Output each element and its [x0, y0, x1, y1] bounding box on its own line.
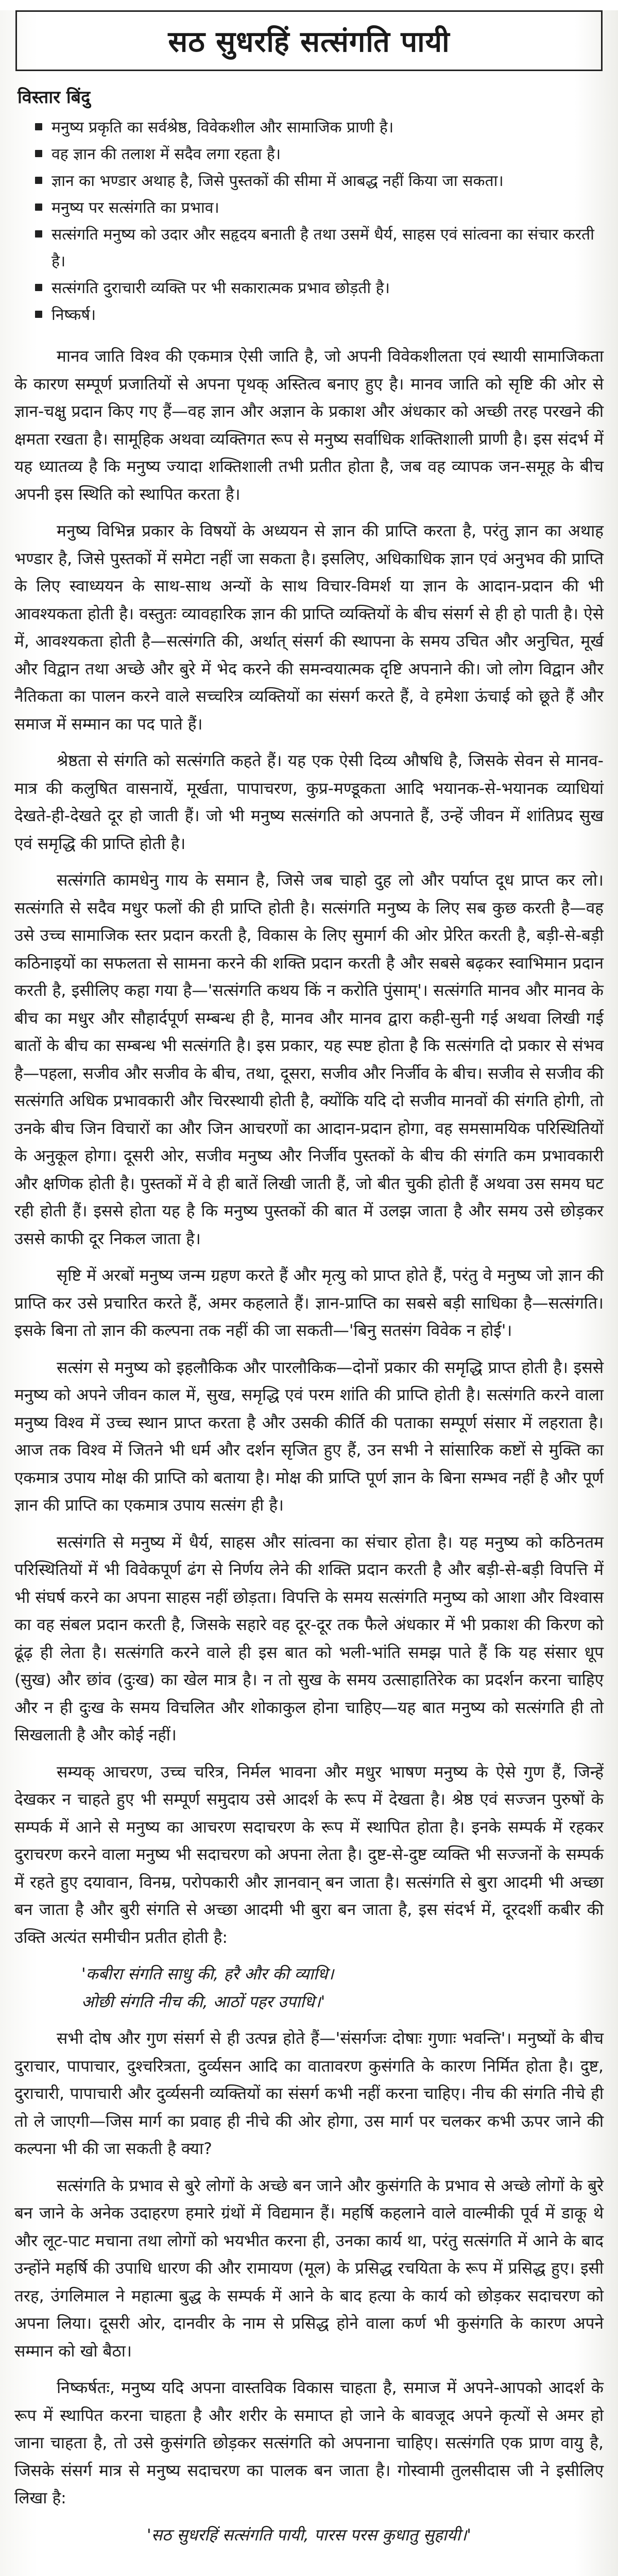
- outline-list: [18, 114, 604, 329]
- tulsidas-quote: 'सठ सुधरहिं सत्संगति पायी, पारस परस कुधातु सुहायी।': [147, 2526, 471, 2545]
- quote-line: ओछी संगति नीच की, आठों पहर उपाधि।': [81, 1992, 325, 2011]
- outline-item: सत्संगति मनुष्य को उदार और सहृदय बनाती है तथा उसमें धैर्य, साहस एवं सांत्वना का संचार करती है।: [34, 222, 604, 275]
- kabir-quote: [14, 1961, 604, 2016]
- essay-paragraph: सम्यक् आचरण, उच्च चरित्र, निर्मल भावना और मधुर भाषण मनुष्य के ऐसे गुण हैं, जिन्हें देखकर न चाहते हुए भी सम्पूर्ण समुदाय उसे आदर्श के रूप में देखता है। श्रेष्ठ एवं सज्जन पुरुषों के सम्पर्क में आने से मनुष्य का आचरण सदाचरण के रूप में स्थापित होता है। इनके सम्पर्क में रहकर दुराचरण करने वाला मनुष्य भी सदाचरण को अपना लेता है। दुष्ट-से-दुष्ट व्यक्ति भी सज्जनों के सम्पर्क में रहते हुए दयावान, विनम्र, परोपकारी और ज्ञानवान् बन जाता है। सत्संगति से बुरा आदमी भी अच्छा बन जाता है और बुरी संगति से अच्छा आदमी भी बुरा बन जाता है, इस संदर्भ में, दूरदर्शी कबीर की उक्ति अत्यंत समीचीन प्रतीत होती है:: [14, 1762, 604, 1947]
- essay-paragraph: सृष्टि में अरबों मनुष्य जन्म ग्रहण करते हैं और मृत्यु को प्राप्त होते हैं, परंतु वे मनुष्य जो ज्ञान की प्राप्ति कर उसे प्रचारित करते हैं, अमर कहलाते हैं। ज्ञान-प्राप्ति का सबसे बड़ी साधिका है—सत्संगति। इसके बिना तो ज्ञान की कल्पना तक नहीं की जा सकती—'बिनु सतसंग विवेक न होई'।: [14, 1266, 604, 1340]
- outline-item: मनुष्य पर सत्संगति का प्रभाव।: [34, 195, 604, 222]
- outline-item: निष्कर्ष।: [34, 302, 604, 329]
- page-title: सठ सुधरहिं सत्संगति पायी: [168, 25, 450, 59]
- essay-paragraph: निष्कर्षतः, मनुष्य यदि अपना वास्तविक विकास चाहता है, समाज में अपने-आपको आदर्श के रूप में स्थापित करना चाहता है और शरीर के समाप्त हो जाने के बावजूद अपने कृत्यों से अमर हो जाना चाहता है, तो उसे कुसंगति छोड़कर सत्संगति को अपनाना चाहिए। सत्संगति एक प्राण वायु है, जिसके संसर्ग मात्र से मनुष्य सदाचरण का पालक बन जाता है। गोस्वामी तुलसीदास जी ने इसीलिए लिखा है:: [14, 2379, 604, 2507]
- essay-page: [0, 10, 618, 2576]
- essay-paragraph: सत्संगति कामधेनु गाय के समान है, जिसे जब चाहो दुह लो और पर्याप्त दूध प्राप्त कर लो। सत्संगति से सदैव मधुर फलों की ही प्राप्ति होती है। सत्संगति मनुष्य के लिए सब कुछ करती है—वह उसे उच्च सामाजिक स्तर प्रदान करती है, विकास के लिए सुमार्ग की ओर प्रेरित करती है, बड़ी-से-बड़ी कठिनाइयों का सफलता से सामना करने की शक्ति प्रदान करती है और सबसे बढ़कर स्वाभिमान प्रदान करती है, इसीलिए कहा गया है—'सत्संगति कथय किं न करोति पुंसाम्'। सत्संगति मानव और मानव के बीच का मधुर और सौहार्दपूर्ण सम्बन्ध ही है, मानव और मानव द्वारा कही-सुनी गई अथवा लिखी गई बातों के बीच का सम्बन्ध भी सत्संगति है। इस प्रकार, यह स्पष्ट होता है कि सत्संगति दो प्रकार से संभव है—पहला, सजीव और सजीव के बीच, तथा, दूसरा, सजीव और निर्जीव के बीच। सजीव से सजीव की सत्संगति अधिक प्रभावकारी और चिरस्थायी होती है, क्योंकि यदि दो सजीव मानवों की संगति होगी, तो उनके बीच जिन विचारों का और जिन आचरणों का आदान-प्रदान होगा, वह समसामयिक परिस्थितियों के अनुकूल होगा। दूसरी ओर, सजीव मनुष्य और निर्जीव पुस्तकों के बीच की संगति कम प्रभावकारी और क्षणिक होती है। पुस्तकों में वे ही बातें लिखी जाती हैं, जो बीत चुकी होती हैं अथवा उस समय घट रही होती हैं। इससे होता यह है कि मनुष्य पुस्तकों की बात में उलझ जाता है और समय उसे छोड़कर उससे काफी दूर निकल जाता है।: [14, 871, 604, 1248]
- essay-paragraph: मनुष्य विभिन्न प्रकार के विषयों के अध्ययन से ज्ञान की प्राप्ति करता है, परंतु ज्ञान का अथाह भण्डार है, जिसे पुस्तकों में समेटा नहीं जा सकता है। इसलिए, अधिकाधिक ज्ञान एवं अनुभव की प्राप्ति के लिए स्वाध्ययन के साथ-साथ अन्यों के साथ विचार-विमर्श या ज्ञान के आदान-प्रदान की भी आवश्यकता होती है। वस्तुतः व्यावहारिक ज्ञान की प्राप्ति व्यक्तियों के बीच संसर्ग से ही हो पाती है। ऐसे में, आवश्यकता होती है—सत्संगति की, अर्थात् संसर्ग की स्थापना के समय उचित और अनुचित, मूर्ख और विद्वान तथा अच्छे और बुरे में भेद करने की समन्वयात्मक दृष्टि अपनाने की। जो लोग विद्वान और नैतिकता का पालन करने वाले सच्चरित्र व्यक्तियों का संसर्ग करते हैं, वे हमेशा ऊंचाई को छूते हैं और समाज में सम्मान का पद पाते हैं।: [14, 522, 604, 734]
- outline-item: वह ज्ञान की तलाश में सदैव लगा रहता है।: [34, 141, 604, 168]
- essay-paragraph: सत्संगति के प्रभाव से बुरे लोगों के अच्छे बन जाने और कुसंगति के प्रभाव से अच्छे लोगों के बुरे बन जाने के अनेक उदाहरण हमारे ग्रंथों में विद्यमान हैं। महर्षि कहलाने वाले वाल्मीकी पूर्व में डाकू थे और लूट-पाट मचाना तथा लोगों को भयभीत करना ही, उनका कार्य था, परंतु सत्संगति में आने के बाद उन्होंने महर्षि की उपाधि धारण की और रामायण (मूल) के प्रसिद्ध रचयिता के रूप में प्रसिद्ध हुए। इसी तरह, उंगलिमाल ने महात्मा बुद्ध के सम्पर्क में आने के बाद हत्या के कार्य को छोड़कर सदाचरण को अपना लिया। दूसरी ओर, दानवीर के नाम से प्रसिद्ध होने वाला कर्ण भी कुसंगति के कारण अपने सम्मान को खो बैठा।: [14, 2176, 604, 2361]
- essay-paragraph: मानव जाति विश्व की एकमात्र ऐसी जाति है, जो अपनी विवेकशीलता एवं स्थायी सामाजिकता के कारण सम्पूर्ण प्रजातियों से अपना पृथक् अस्तित्व बनाए हुए है। मानव जाति को सृष्टि की ओर से ज्ञान-चक्षु प्रदान किए गए हैं—वह ज्ञान और अज्ञान के प्रकाश और अंधकार को अच्छी तरह परखने की क्षमता रखता है। सामूहिक अथवा व्यक्तिगत रूप से मनुष्य सर्वाधिक शक्तिशाली प्राणी है। इस संदर्भ में यह ध्यातव्य है कि मनुष्य ज्यादा शक्तिशाली तभी प्रतीत होता है, जब वह व्यापक जन-समूह के बीच अपनी इस स्थिति को स्थापित करता है।: [14, 347, 604, 504]
- quote-line: 'कबीरा संगति साधु की, हरै और की व्याधि।: [81, 1965, 334, 1984]
- essay-paragraph: सभी दोष और गुण संसर्ग से ही उत्पन्न होते हैं—'संसर्गजः दोषाः गुणाः भवन्ति'। मनुष्यों के बीच दुराचार, पापाचार, दुश्चरित्रता, दुर्व्यसन आदि का वातावरण कुसंगति के कारण निर्मित होता है। दुष्ट, दुराचारी, पापाचारी और दुर्व्यसनी व्यक्तियों का संसर्ग कभी नहीं करना चाहिए। नीच की संगति नीचे ही तो ले जाएगी—जिस मार्ग का प्रवाह ही नीचे की ओर होगा, उस मार्ग पर चलकर कभी ऊपर जाने की कल्पना भी की जा सकती है क्या?: [14, 2029, 604, 2158]
- essay-paragraph: सत्संगति से मनुष्य में धैर्य, साहस और सांत्वना का संचार होता है। यह मनुष्य को कठिनतम परिस्थितियों में भी विवेकपूर्ण ढंग से निर्णय लेने की शक्ति प्रदान करती है और बड़ी-से-बड़ी विपत्ति में भी संघर्ष करने का अपना साहस नहीं छोड़ता। विपत्ति के समय सत्संगति मनुष्य को आशा और विश्वास का वह संबल प्रदान करती है, जिसके सहारे वह दूर-दूर तक फैले अंधकार में भी प्रकाश की किरण को ढूंढ़ ही लेता है। सत्संगति करने वाले ही इस बात को भली-भांति समझ पाते हैं कि यह संसार धूप (सुख) और छांव (दुःख) का खेल मात्र है। न तो सुख के समय उत्साहातिरेक का प्रदर्शन करना चाहिए और न ही दुःख के समय विचलित और शोकाकुल होना चाहिए—यह बात मनुष्य को सत्संगति ही तो सिखलाती है और कोई नहीं।: [14, 1533, 604, 1744]
- outline-item: सत्संगति दुराचारी व्यक्ति पर भी सकारात्मक प्रभाव छोड़ती है।: [34, 275, 604, 302]
- essay-paragraph: सत्संग से मनुष्य को इहलौकिक और पारलौकिक—दोनों प्रकार की समृद्धि प्राप्त होती है। इससे मनुष्य को अपने जीवन काल में, सुख, समृद्धि एवं परम शांति की प्राप्ति होती है। सत्संगति करने वाला मनुष्य विश्व में उच्च स्थान प्राप्त करता है और उसकी कीर्ति की पताका सम्पूर्ण संसार में लहराता है। आज तक विश्व में जितने भी धर्म और दर्शन सृजित हुए हैं, उन सभी ने सांसारिक कष्टों से मुक्ति का एकमात्र उपाय मोक्ष की प्राप्ति को बताया है। मोक्ष की प्राप्ति पूर्ण ज्ञान के बिना सम्भव नहीं है और पूर्ण ज्ञान की प्राप्ति का एकमात्र उपाय सत्संग ही है।: [14, 1358, 604, 1515]
- essay-paragraph: श्रेष्ठता से संगति को सत्संगति कहते हैं। यह एक ऐसी दिव्य औषधि है, जिसके सेवन से मानव-मात्र की कलुषित वासनायें, मूर्खता, पापाचरण, कुप्र-मण्डूकता आदि भयानक-से-भयानक व्याधियां देखते-ही-देखते दूर हो जाती हैं। जो भी मनुष्य सत्संगति को अपनाते हैं, उन्हें जीवन में शांतिप्रद सुख एवं समृद्धि की प्राप्ति होती है।: [14, 752, 604, 853]
- essay-body: [14, 343, 604, 2549]
- outline-item: मनुष्य प्रकृति का सर्वश्रेष्ठ, विवेकशील और सामाजिक प्राणी है।: [34, 114, 604, 141]
- outline-heading: विस्तार बिंदु: [18, 87, 91, 108]
- title-box: [15, 10, 603, 71]
- outline-section: [14, 84, 604, 329]
- outline-item: ज्ञान का भण्डार अथाह है, जिसे पुस्तकों की सीमा में आबद्ध नहीं किया जा सकता।: [34, 168, 604, 195]
